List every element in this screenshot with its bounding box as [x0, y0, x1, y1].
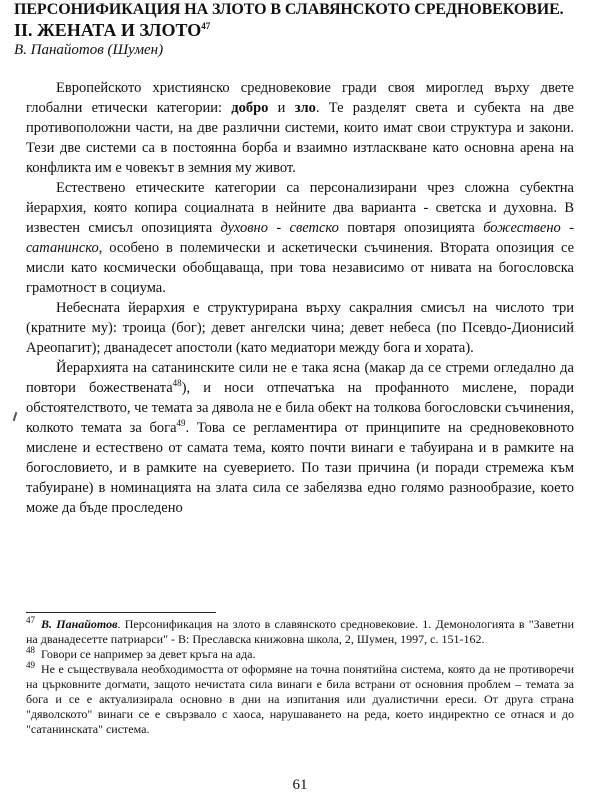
footnote-ref-48: 48: [172, 378, 182, 389]
paragraph-4: [26, 358, 574, 518]
paragraph-4-text-c: . Това се регламентира от принципите на средновековното мислене и естествено от самата тема, която почти винаги е табуирана и в рамките на богословието, и в рамките на суеверието. По тази причина (и поради стремежа към табуиране) в номинацията на злата сила се забелязва едно голямо разнообразие, което може да бъде проследено: [26, 420, 574, 516]
section-subtitle-text: II. ЖЕНАТА И ЗЛОТО: [14, 20, 202, 40]
footnote-number: 48: [26, 645, 35, 655]
article-body: [26, 78, 574, 518]
paragraph-2-text-b: повтаря опозицията: [338, 220, 484, 236]
paragraph-2-text-a: Естествено етическите категории са персонализирани чрез сложна субектна йерархия, която копира социалната в нейните два варианта - светска и духовна. В известен смисъл опозицията: [26, 180, 574, 236]
page-number: 61: [292, 777, 308, 793]
footnote-text: Не е съществувала необходимостта от оформяне на точна понятийна система, която да не противоречи на църковните догмати, защото нечистата сила винаги е била встрани от основния проблем – темата за бога и се е актуализирала основно в дни на изпитания или дуалистични ереси. От друга страна "дяволското" винаги се е свързвало с хаоса, нарушаването на реда, което индиректно се отнася и до "сатанинската" система.: [26, 662, 574, 736]
footnote-49: [26, 662, 574, 737]
footnote-48: [26, 647, 574, 662]
chapter-header: [14, 0, 586, 60]
footnote-47: [26, 617, 574, 647]
paragraph-1: [26, 78, 574, 178]
paragraph-4-text-b: ), и носи отпечатъка на профанното мислене, поради обстоятелството, че темата за дявола не е била обект на толкова богословски съчинения, колкото темата за бога: [26, 380, 575, 436]
term-good: добро: [231, 100, 269, 116]
footnotes: [26, 617, 574, 737]
footnote-text: Говори се например за девет кръга на ада.: [41, 647, 256, 661]
term-spiritual-secular: духовно - светско: [220, 220, 339, 236]
term-divine-satanic: божествено - сатанинско: [26, 220, 574, 256]
footnote-separator: [26, 612, 216, 613]
footnote-author: В. Панайотов: [41, 617, 118, 631]
term-evil: зло: [294, 100, 316, 116]
footnote-number: 47: [26, 615, 35, 625]
footnote-ref-49: 49: [176, 418, 186, 429]
paragraph-1-text-c: . Те разделят света и субекта на две противоположни части, на две различни системи, които имат свои структура и закони. Тези две системи са в постоянна борба и взаимно изтласкване като основна арена на конфликта им е човекът в земния му живот.: [26, 100, 574, 176]
section-subtitle: [14, 20, 586, 40]
paragraph-1-text-b: и: [268, 100, 295, 116]
paragraph-3: Небесната йерархия е структурирана върху сакралния смисъл на числото три (кратните му): троица (бог); девет ангелски чина; девет небеса (по Псевдо-Дионисий Ареопагит); дванадесет апостоли (като медиатори между бога и хората).: [26, 300, 574, 356]
paragraph-4-text-a: Йерархията на сатанинските сили не е така ясна (макар да се стреми огледално да повтори божествената: [26, 360, 574, 396]
footnote-text: . Персонификация на злото в славянското средновековие. 1. Демонологията в "Заветни на дванадесетте патриарси" - В: Преславска книжовна школа, 2, Шумен, 1997, с. 151-162.: [26, 617, 575, 646]
chapter-title: ПЕРСОНИФИКАЦИЯ НА ЗЛОТО В СЛАВЯНСКОТО СРЕДНОВЕКОВИЕ.: [14, 1, 564, 18]
margin-ink-mark: [13, 412, 18, 421]
paragraph-1-text-a: Европейското християнско средновековие гради своя мироглед върху двете глобални етически категории:: [26, 80, 574, 116]
footnote-number: 49: [26, 660, 35, 670]
author-line: В. Панайотов (Шумен): [14, 42, 164, 58]
paragraph-2: [26, 178, 574, 298]
paragraph-2-text-c: , особено в полемически и аскетически съчинения. Втората опозиция се мисли като космически обобщаваща, при това независимо от нивата на богословска грамотност в социума.: [26, 240, 574, 296]
footnote-ref-47: 47: [201, 21, 211, 31]
